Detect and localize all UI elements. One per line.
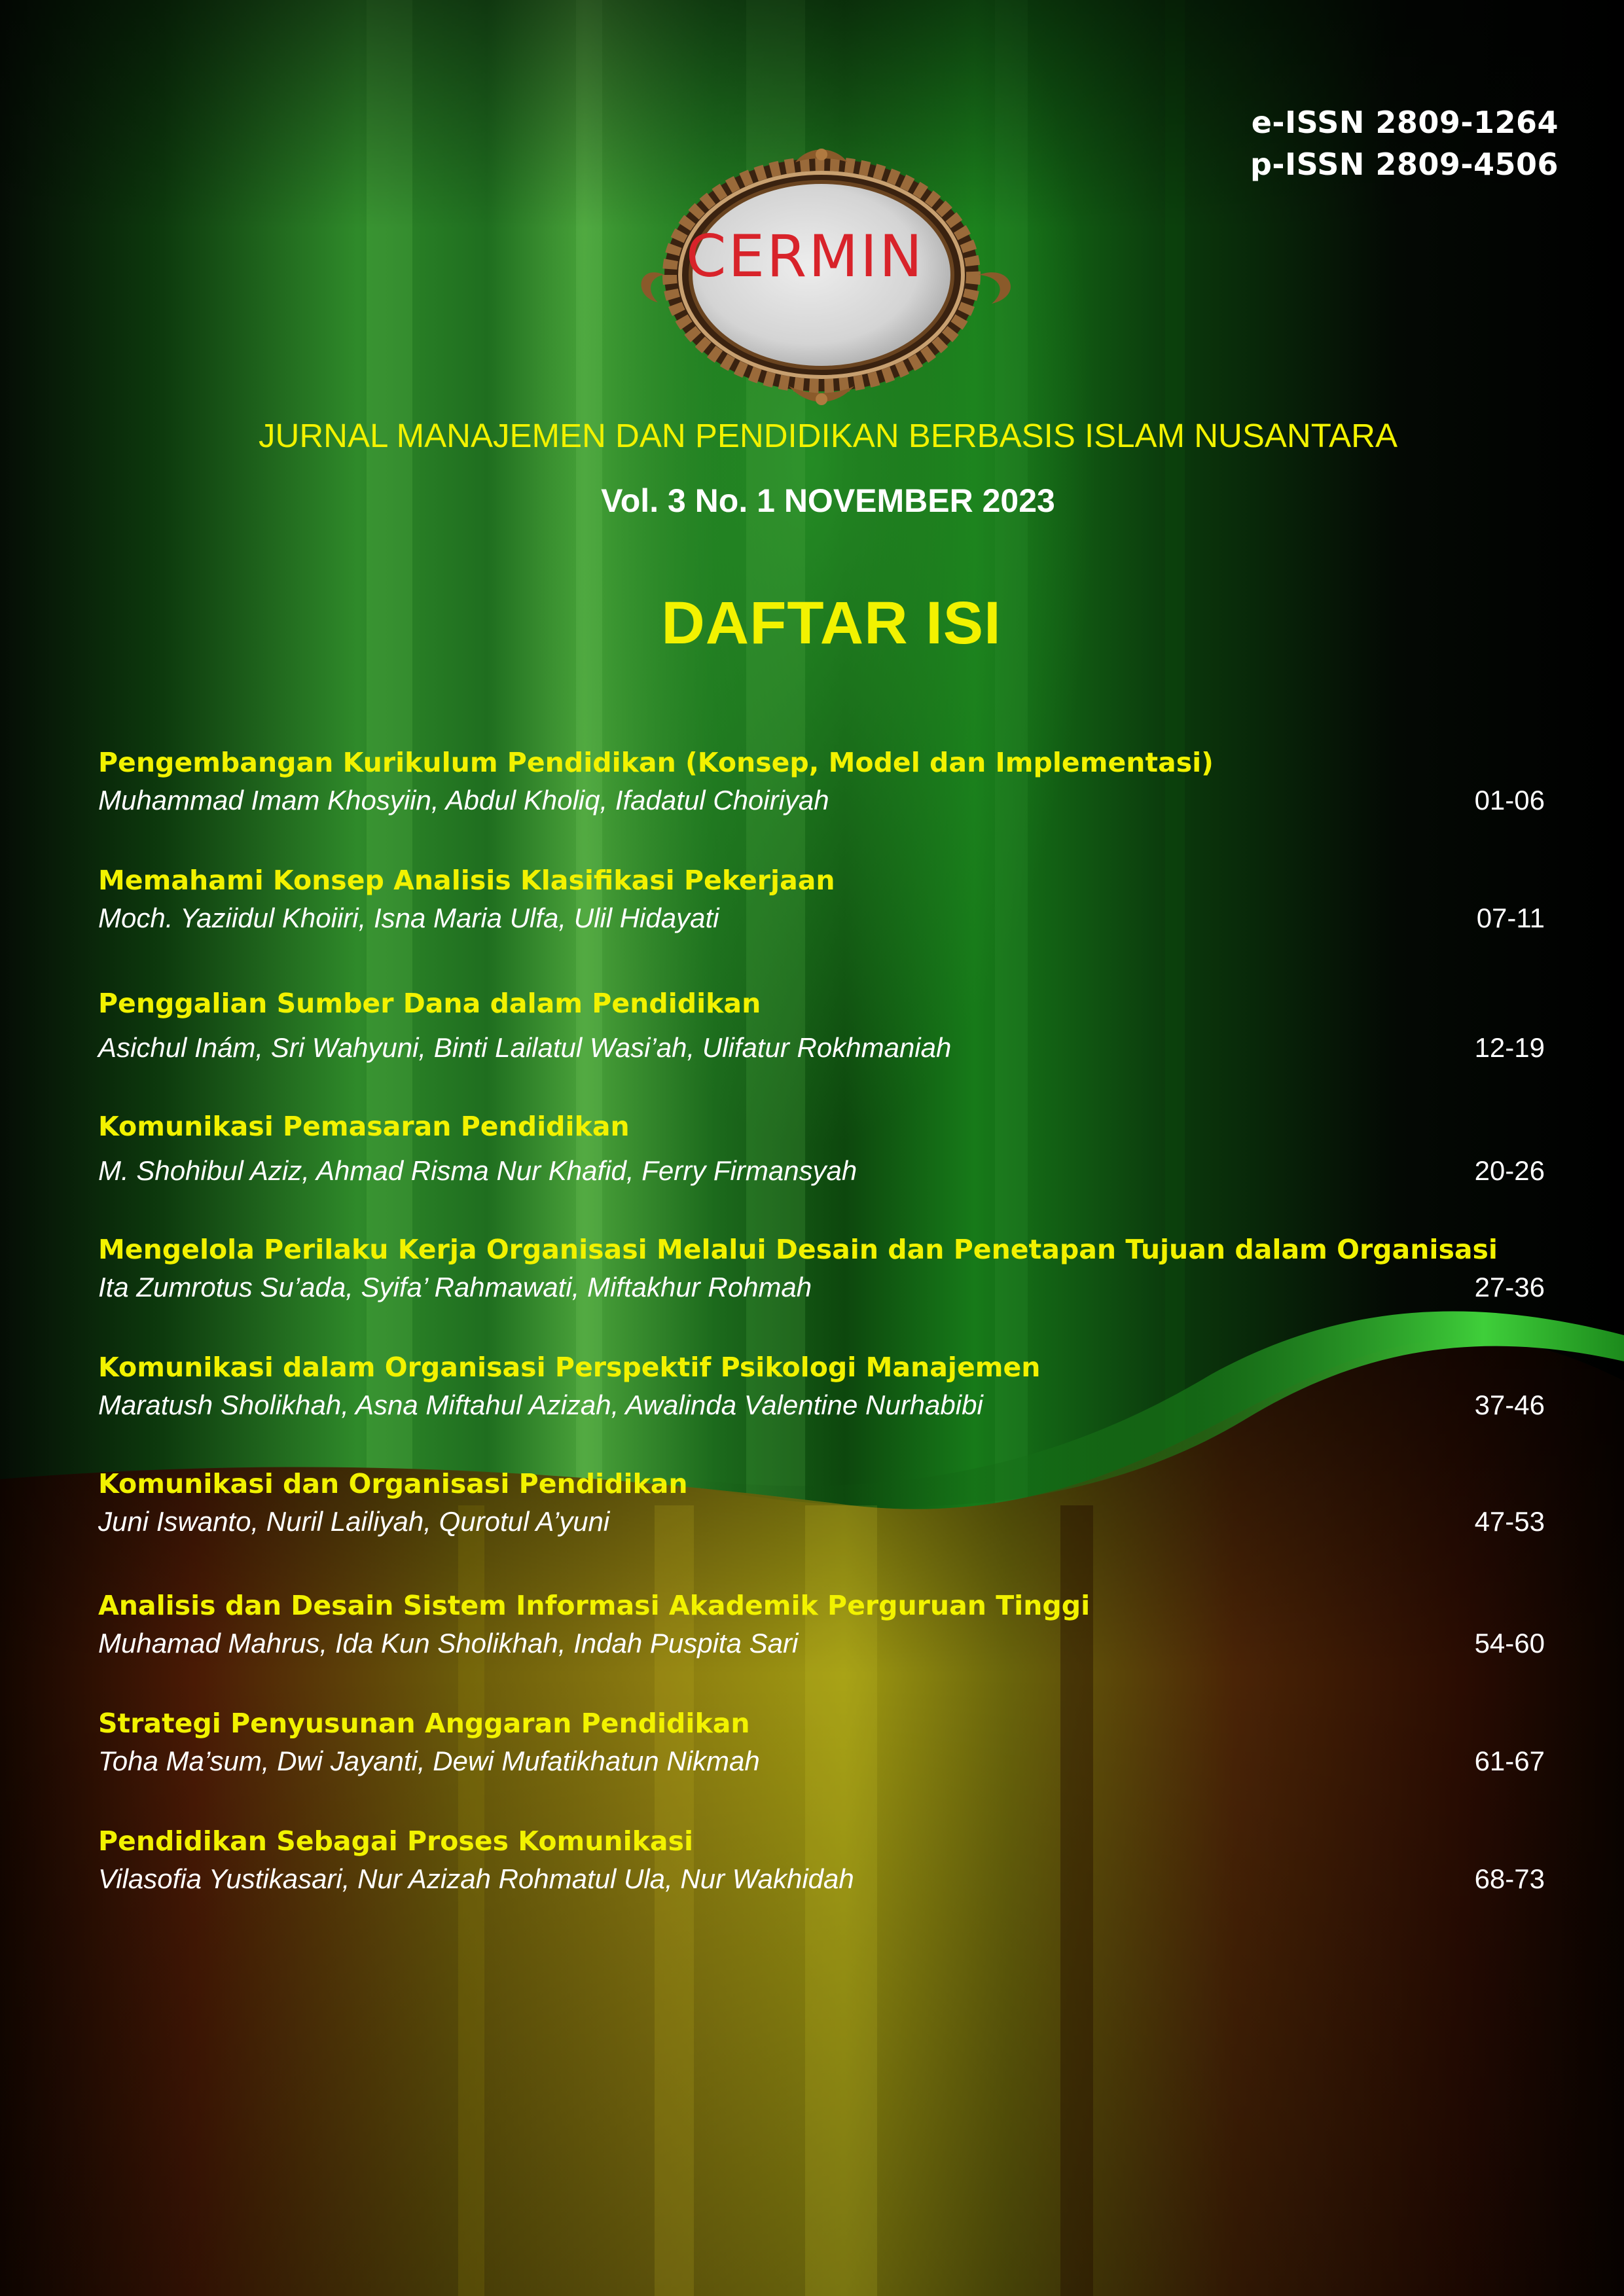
e-issn: e-ISSN 2809-1264 <box>1251 105 1559 140</box>
article-title: Komunikasi dalam Organisasi Perspektif Psikologi Manajemen <box>98 1352 1041 1383</box>
article-pages: 01-06 <box>1474 785 1545 816</box>
logo-text: CERMIN <box>686 223 924 290</box>
article-title: Mengelola Perilaku Kerja Organisasi Melalui Desain dan Penetapan Tujuan dalam Organisasi <box>98 1234 1498 1265</box>
journal-title: JURNAL MANAJEMEN DAN PENDIDIKAN BERBASIS ISLAM NUSANTARA <box>258 417 1398 454</box>
article-title: Memahami Konsep Analisis Klasifikasi Pekerjaan <box>98 865 835 896</box>
article-authors: Juni Iswanto, Nuril Lailiyah, Qurotul A’yuni <box>98 1506 610 1537</box>
toc-entry <box>98 1587 1545 1662</box>
p-issn: p-ISSN 2809-4506 <box>1250 147 1559 182</box>
article-title: Komunikasi Pemasaran Pendidikan <box>98 1111 630 1142</box>
article-authors: Muhamad Mahrus, Ida Kun Sholikhah, Indah Puspita Sari <box>98 1628 799 1659</box>
article-pages: 12-19 <box>1474 1032 1545 1063</box>
article-title: Penggalian Sumber Dana dalam Pendidikan <box>98 988 761 1019</box>
toc-entry <box>98 861 1545 937</box>
article-pages: 61-67 <box>1474 1746 1545 1776</box>
article-pages: 47-53 <box>1474 1506 1545 1537</box>
article-pages: 27-36 <box>1474 1272 1545 1302</box>
article-pages: 07-11 <box>1476 903 1545 933</box>
article-title: Pengembangan Kurikulum Pendidikan (Konsep, Model dan Implementasi) <box>98 747 1214 778</box>
toc-entry <box>98 1107 1545 1190</box>
article-authors: Ita Zumrotus Su’ada, Syifa’ Rahmawati, Miftakhur Rohmah <box>98 1272 812 1302</box>
volume-info: Vol. 3 No. 1 NOVEMBER 2023 <box>601 482 1055 519</box>
article-title: Strategi Penyusunan Anggaran Pendidikan <box>98 1708 750 1739</box>
article-pages: 54-60 <box>1474 1628 1545 1659</box>
article-authors: Maratush Sholikhah, Asna Miftahul Azizah, Awalinda Valentine Nurhabibi <box>98 1390 983 1420</box>
article-authors: Asichul Inám, Sri Wahyuni, Binti Lailatul Wasi’ah, Ulifatur Rokhmaniah <box>98 1032 952 1063</box>
toc-entry <box>98 984 1545 1067</box>
toc-heading: DAFTAR ISI <box>661 590 1001 656</box>
article-title: Analisis dan Desain Sistem Informasi Akademik Perguruan Tinggi <box>98 1590 1091 1621</box>
article-pages: 37-46 <box>1474 1390 1545 1420</box>
article-pages: 20-26 <box>1474 1155 1545 1186</box>
toc-entry <box>98 1822 1545 1898</box>
article-authors: Muhammad Imam Khosyiin, Abdul Kholiq, Ifadatul Choiriyah <box>98 785 829 816</box>
article-pages: 68-73 <box>1474 1863 1545 1894</box>
toc-entry <box>98 1465 1545 1541</box>
toc-entry <box>98 1348 1545 1424</box>
article-title: Pendidikan Sebagai Proses Komunikasi <box>98 1825 694 1857</box>
toc-entry <box>98 1230 1545 1306</box>
toc-entry <box>98 744 1545 819</box>
article-title: Komunikasi dan Organisasi Pendidikan <box>98 1468 688 1499</box>
article-authors: M. Shohibul Aziz, Ahmad Risma Nur Khafid, Ferry Firmansyah <box>98 1155 857 1186</box>
article-authors: Toha Ma’sum, Dwi Jayanti, Dewi Mufatikhatun Nikmah <box>98 1746 760 1776</box>
article-authors: Vilasofia Yustikasari, Nur Azizah Rohmatul Ula, Nur Wakhidah <box>98 1863 854 1894</box>
toc-entry <box>98 1704 1545 1780</box>
article-authors: Moch. Yaziidul Khoiiri, Isna Maria Ulfa, Ulil Hidayati <box>98 903 719 933</box>
